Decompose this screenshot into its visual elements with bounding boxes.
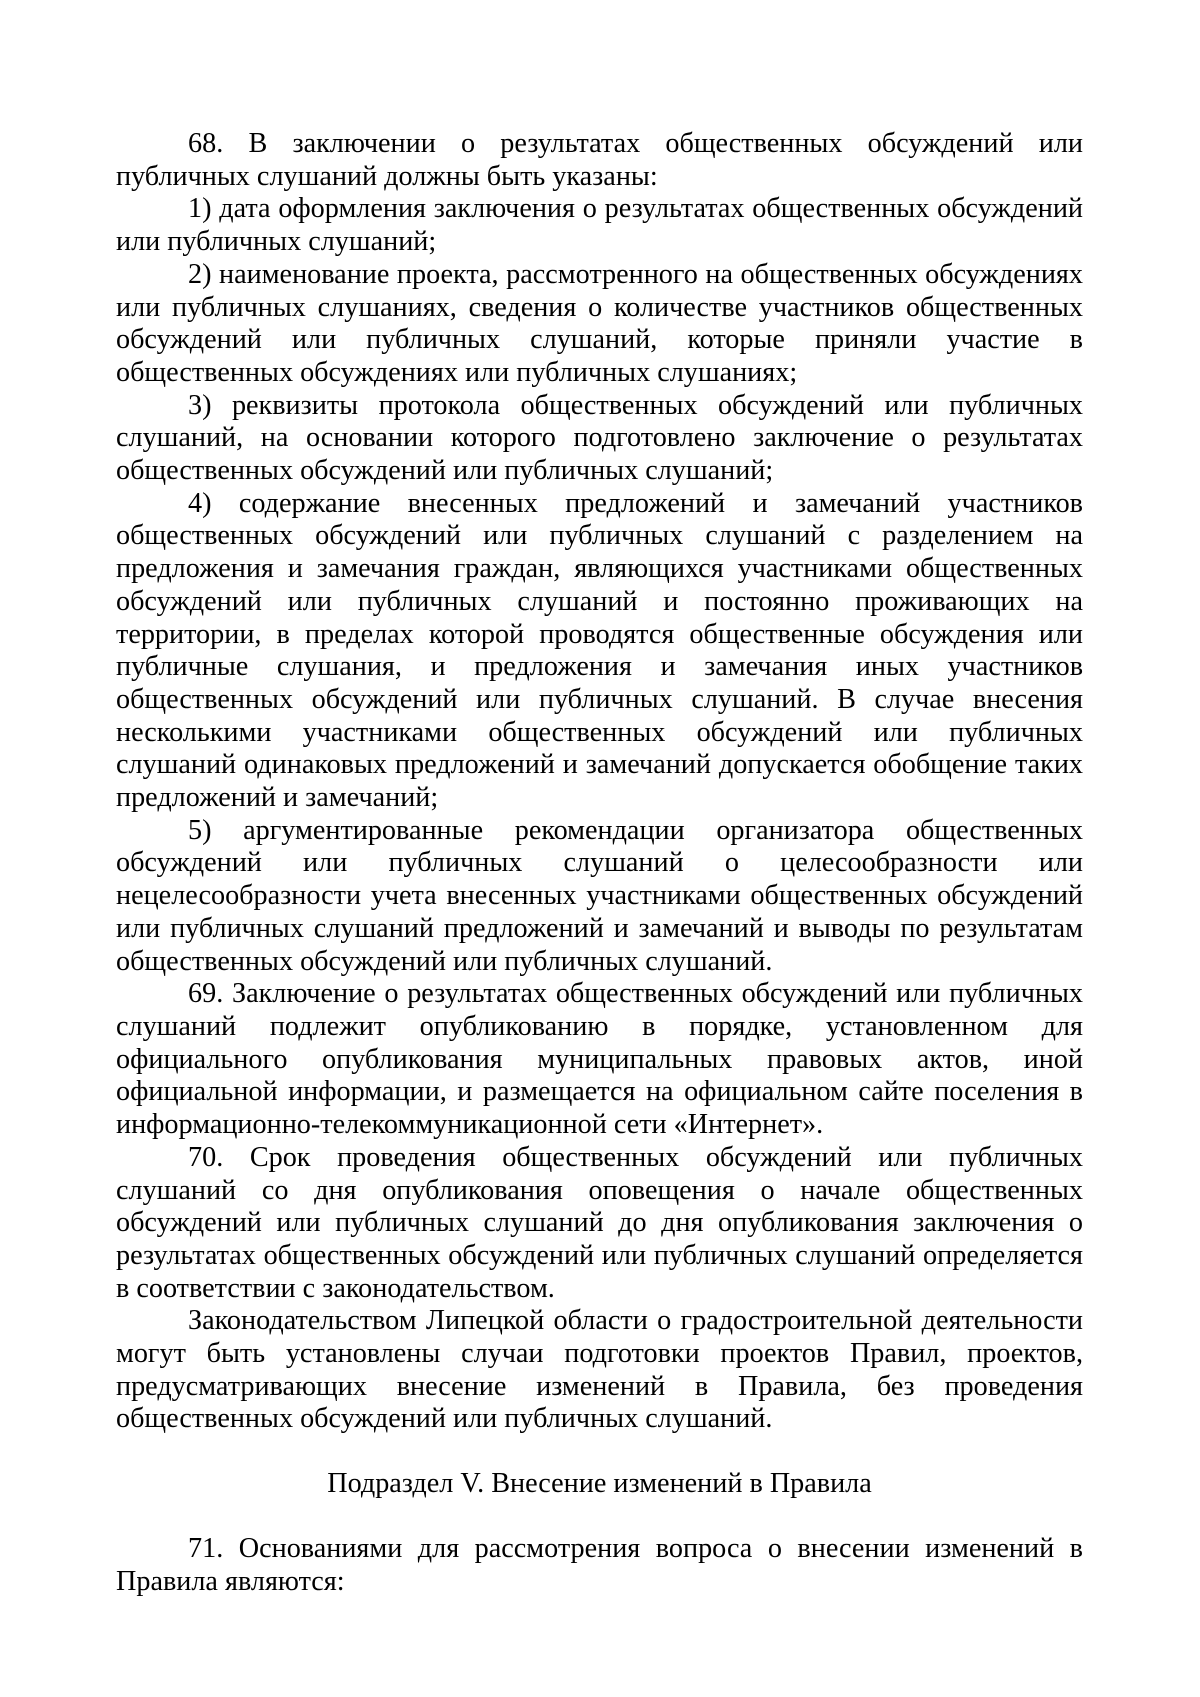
paragraph-68-item-4: 4) содержание внесенных предложений и замечаний участников общественных обсуждений или публичных слушаний с разделением на предложения и замечания граждан, являющихся участниками общественных обсуждений или публичных слушаний и постоянно проживающих на территории, в пределах которой проводятся общественные обсуждения или публичные слушания, и предложения и замечания иных участников общественных обсуждений или публичных слушаний. В случае внесения несколькими участниками общественных обсуждений или публичных слушаний одинаковых предложений и замечаний допускается обобщение таких предложений и замечаний; [116, 487, 1083, 814]
paragraph-69: 69. Заключение о результатах общественных обсуждений или публичных слушаний подлежит опубликованию в порядке, установленном для официального опубликования муниципальных правовых актов, иной официальной информации, и размещается на официальном сайте поселения в информационно-телекоммуникационной сети «Интернет». [116, 978, 1083, 1141]
paragraph-68: 68. В заключении о результатах общественных обсуждений или публичных слушаний должны быть указаны: [116, 128, 1083, 192]
paragraph-68-item-3: 3) реквизиты протокола общественных обсуждений или публичных слушаний, на основании которого подготовлено заключение о результатах общественных обсуждений или публичных слушаний; [116, 389, 1083, 487]
subsection-heading: Подраздел V. Внесение изменений в Правила [327, 1468, 872, 1500]
subsection-heading-block [116, 1436, 1083, 1533]
paragraph-70: 70. Срок проведения общественных обсуждений или публичных слушаний со дня опубликования оповещения о начале общественных обсуждений или публичных слушаний до дня опубликования заключения о результатах общественных обсуждений или публичных слушаний определяется в соответствии с законодательством. [116, 1141, 1083, 1304]
paragraph-70-continuation: Законодательством Липецкой области о градостроительной деятельности могут быть установлены случаи подготовки проектов Правил, проектов, предусматривающих внесение изменений в Правила, без проведения общественных обсуждений или публичных слушаний. [116, 1305, 1083, 1435]
paragraph-68-item-2: 2) наименование проекта, рассмотренного на общественных обсуждениях или публичных слушаниях, сведения о количестве участников общественных обсуждений или публичных слушаний, которые приняли участие в общественных обсуждениях или публичных слушаниях; [116, 258, 1083, 388]
paragraph-71: 71. Основаниями для рассмотрения вопроса о внесении изменений в Правила являются: [116, 1532, 1083, 1597]
paragraph-68-item-1: 1) дата оформления заключения о результатах общественных обсуждений или публичных слушаний; [116, 193, 1083, 258]
paragraph-68-item-5: 5) аргументированные рекомендации организатора общественных обсуждений или публичных слушаний о целесообразности или нецелесообразности учета внесенных участниками общественных обсуждений или публичных слушаний предложений и замечаний и выводы по результатам общественных обсуждений или публичных слушаний. [116, 814, 1083, 977]
document-page [116, 128, 1083, 1598]
